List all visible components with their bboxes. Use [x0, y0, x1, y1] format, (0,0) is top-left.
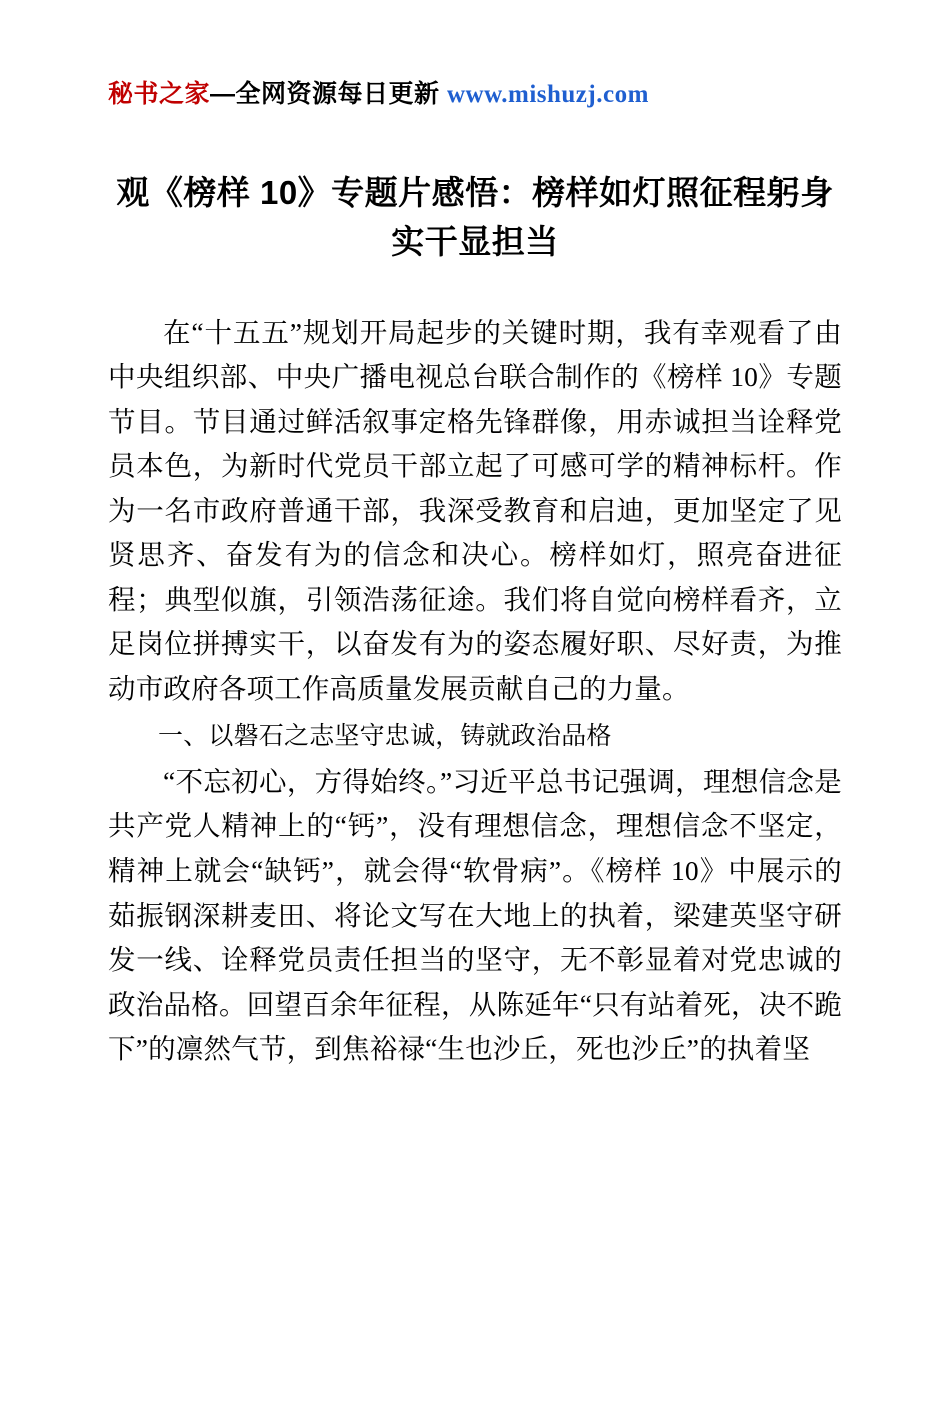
watermark-url[interactable]: www.mishuzj.com: [446, 81, 649, 108]
watermark-brand: 秘书之家: [108, 80, 211, 108]
section-heading-1: 一、以磐石之志坚守忠诚，铸就政治品格: [158, 723, 612, 751]
site-watermark: [108, 78, 842, 112]
paragraph-section-1: “不忘初心，方得始终。”习近平总书记强调，理想信念是共产党人精神上的“钙”，没有理想信念，理想信念不坚定，精神上就会“缺钙”，就会得“软骨病”。《榜样 10》中展示的茹振钢深耕麦田、将论文写在大地上的执着，梁建英坚守研发一线、诠释党员责任担当的坚守，无不彰显着对党忠诚的政治品格。回望百余年征程，从陈延年“只有站着死，决不跪下”的凛然气节，到焦裕禄“生也沙丘，死也沙丘”的执着坚: [108, 765, 842, 1065]
paragraph-intro: 在“十五五”规划开局起步的关键时期，我有幸观看了由中央组织部、中央广播电视总台联合制作的《榜样 10》专题节目。节目通过鲜活叙事定格先锋群像，用赤诚担当诠释党员本色，为新时代党员干部立起了可感可学的精神标杆。作为一名市政府普通干部，我深受教育和启迪，更加坚定了见贤思齐、奋发有为的信念和决心。榜样如灯，照亮奋进征程；典型似旗，引领浩荡征途。我们将自觉向榜样看齐，立足岗位拼搏实干，以奋发有为的姿态履好职、尽好责，为推动市政府各项工作高质量发展贡献自己的力量。: [108, 316, 842, 704]
watermark-middle-text: —全网资源每日更新: [210, 80, 447, 108]
document-page: [0, 78, 950, 1422]
document-body: [108, 311, 842, 1072]
page-title: 观《榜样 10》专题片感悟：榜样如灯照征程躬身实干显担当: [116, 173, 834, 260]
